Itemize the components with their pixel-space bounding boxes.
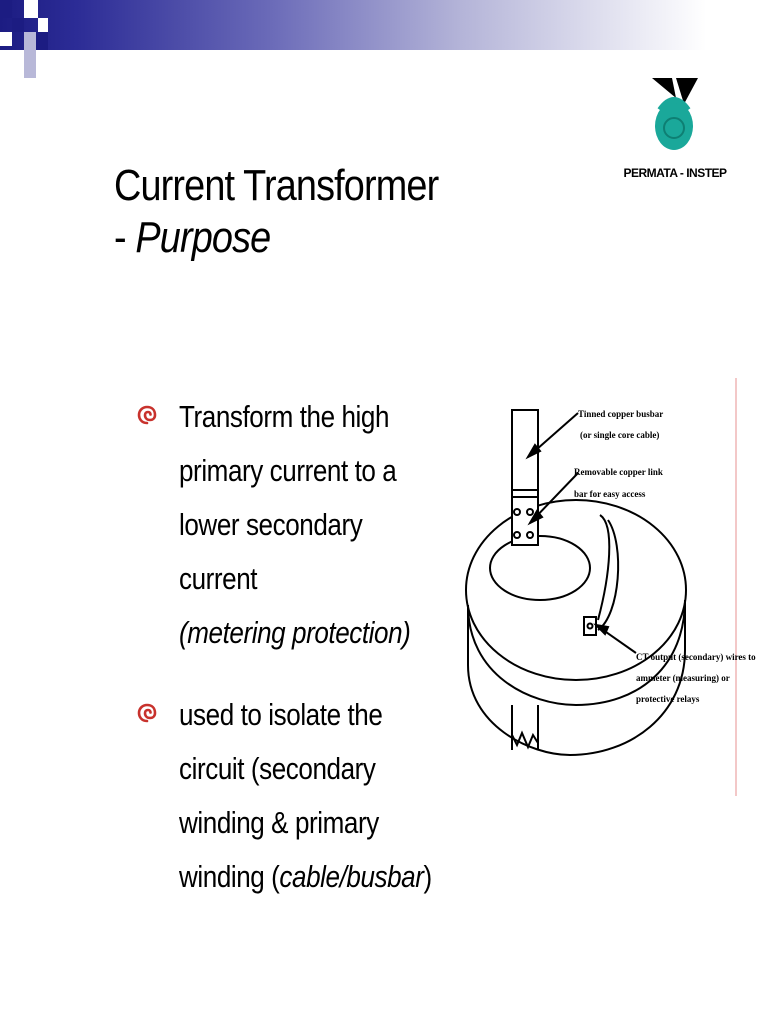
bullet-item: used to isolate the circuit (secondary winding & primary winding (cable/busbar) bbox=[136, 688, 436, 904]
label-busbar-1: Tinned copper busbar bbox=[578, 409, 664, 419]
decorative-square bbox=[12, 18, 24, 32]
title-purpose: Purpose bbox=[135, 213, 271, 262]
bullet-list bbox=[136, 390, 436, 932]
decorative-square bbox=[38, 18, 48, 32]
label-output-1: CT output (secondary) wires to bbox=[636, 652, 756, 662]
decorative-square bbox=[36, 32, 48, 50]
swirl-bullet-icon bbox=[136, 404, 158, 426]
label-link-2: bar for easy access bbox=[574, 489, 646, 499]
label-output-2: ammeter (measuring) or bbox=[636, 673, 730, 683]
decorative-square bbox=[24, 0, 38, 18]
title-main: Current Transformer bbox=[114, 161, 439, 210]
bullet-item: Transform the high primary current to a lower secondary current (metering protection) bbox=[136, 390, 436, 660]
label-output-3: protective relays bbox=[636, 694, 700, 704]
permata-instep-logo bbox=[620, 70, 730, 190]
logo-text: PERMATA - INSTEP bbox=[623, 166, 727, 180]
decorative-square bbox=[0, 0, 12, 18]
slide-title bbox=[114, 160, 438, 264]
label-link-1: Removable copper link bbox=[574, 467, 663, 477]
label-busbar-2: (or single core cable) bbox=[580, 430, 660, 440]
decorative-square bbox=[0, 32, 12, 46]
header-gradient-bar bbox=[0, 0, 768, 50]
swirl-bullet-icon bbox=[136, 702, 158, 724]
decorative-square bbox=[24, 32, 36, 78]
current-transformer-diagram bbox=[460, 375, 756, 795]
logo-drop-icon bbox=[620, 70, 730, 166]
title-subtitle: - Purpose bbox=[114, 213, 271, 262]
